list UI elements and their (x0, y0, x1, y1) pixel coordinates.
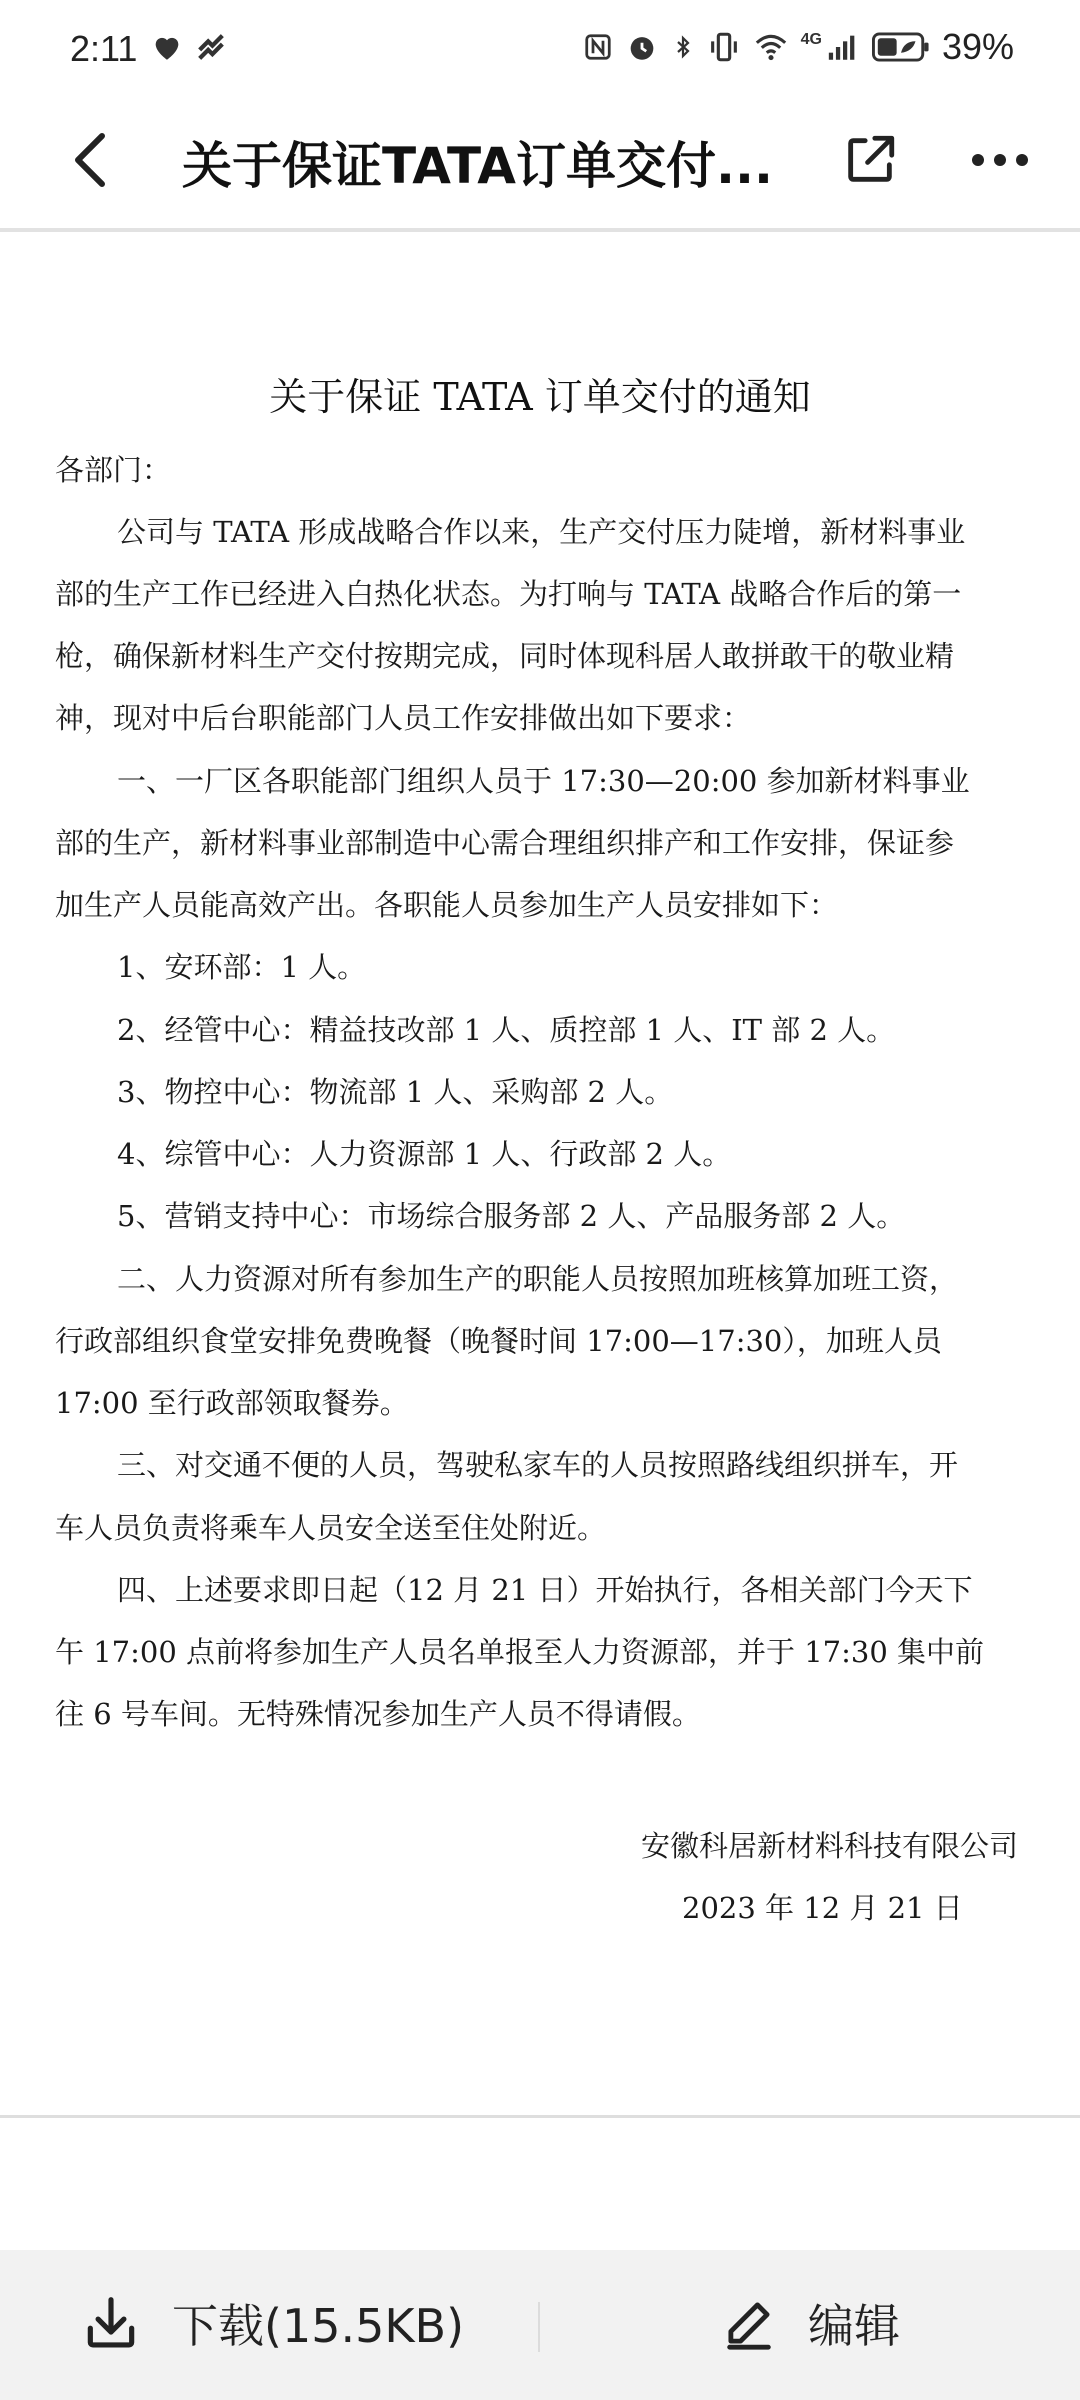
edit-label: 编辑 (808, 2299, 900, 2353)
back-button[interactable] (50, 120, 130, 200)
document-divider (0, 2115, 1080, 2118)
notification-app-icon (194, 30, 228, 64)
battery-icon (872, 30, 930, 64)
edit-button[interactable] (720, 2290, 900, 2356)
doc-line: 2、经管中心：精益技改部 1 人、质控部 1 人、IT 部 2 人。 (117, 1013, 896, 1047)
doc-line: 加生产人员能高效产出。各职能人员参加生产人员安排如下： (55, 888, 839, 922)
more-icon (970, 150, 1030, 170)
doc-line: 四、上述要求即日起（12 月 21 日）开始执行，各相关部门今天下 (117, 1573, 973, 1607)
doc-line: 各部门： (55, 453, 172, 487)
pencil-icon (720, 2294, 778, 2352)
doc-line: 17:00 至行政部领取餐券。 (55, 1386, 409, 1420)
download-label: 下载(15.5KB) (172, 2299, 465, 2353)
wifi-icon (753, 30, 789, 64)
doc-line: 二、人力资源对所有参加生产的职能人员按照加班核算加班工资， (117, 1262, 959, 1296)
doc-line: 神，现对中后台职能部门人员工作安排做出如下要求： (55, 701, 752, 735)
battery-percent: 39% (941, 26, 1014, 67)
doc-line: 枪，确保新材料生产交付按期完成，同时体现科居人敢拼敢干的敬业精 (55, 639, 955, 673)
download-icon (80, 2292, 142, 2354)
document-preview[interactable] (0, 232, 1080, 2116)
doc-line: 3、物控中心：物流部 1 人、采购部 2 人。 (117, 1075, 674, 1109)
doc-line: 一、一厂区各职能部门组织人员于 17:30—20:00 参加新材料事业 (117, 764, 970, 798)
nfc-icon (583, 30, 613, 64)
doc-line: 车人员负责将乘车人员安全送至住处附近。 (55, 1511, 607, 1545)
doc-line: 行政部组织食堂安排免费晚餐（晚餐时间 17:00—17:30），加班人员 (55, 1324, 942, 1358)
doc-line: 三、对交通不便的人员，驾驶私家车的人员按照路线组织拼车，开 (117, 1448, 959, 1482)
vibrate-icon (707, 30, 741, 64)
status-bar (0, 0, 1080, 100)
doc-line: 往 6 号车间。无特殊情况参加生产人员不得请假。 (55, 1697, 701, 1731)
page-title: 关于保证TATA订单交付... (182, 137, 773, 195)
doc-line: 4、综管中心：人力资源部 1 人、行政部 2 人。 (117, 1137, 732, 1171)
bottom-action-bar (0, 2250, 1080, 2400)
download-button[interactable] (80, 2290, 464, 2356)
document-title: 关于保证 TATA 订单交付的通知 (269, 375, 811, 419)
heart-icon (150, 30, 184, 64)
app-bar (0, 100, 1080, 228)
back-arrow-icon (66, 130, 114, 190)
signal-icon (826, 30, 860, 64)
doc-line: 5、营销支持中心：市场综合服务部 2 人、产品服务部 2 人。 (117, 1199, 906, 1233)
network-type: 4G (800, 31, 822, 48)
document-company: 安徽科居新材料科技有限公司 (640, 1829, 1018, 1863)
doc-line: 部的生产工作已经进入白热化状态。为打响与 TATA 战略合作后的第一 (55, 577, 962, 611)
alarm-icon (625, 30, 659, 64)
doc-line: 部的生产，新材料事业部制造中心需合理组织排产和工作安排，保证参 (55, 826, 955, 860)
doc-line: 午 17:00 点前将参加生产人员名单报至人力资源部，并于 17:30 集中前 (55, 1635, 985, 1669)
status-time: 2:11 (70, 28, 138, 69)
bluetooth-icon (671, 30, 695, 64)
bottom-bar-separator (538, 2302, 540, 2352)
status-notification-icons (150, 30, 228, 64)
share-icon (841, 131, 899, 189)
document-date: 2023 年 12 月 21 日 (682, 1891, 963, 1925)
share-button[interactable] (830, 120, 910, 200)
doc-line: 1、安环部：1 人。 (117, 950, 367, 984)
more-options-button[interactable] (960, 120, 1040, 200)
doc-line: 公司与 TATA 形成战略合作以来，生产交付压力陡增，新材料事业 (117, 515, 966, 549)
status-system-icons (583, 26, 1014, 68)
